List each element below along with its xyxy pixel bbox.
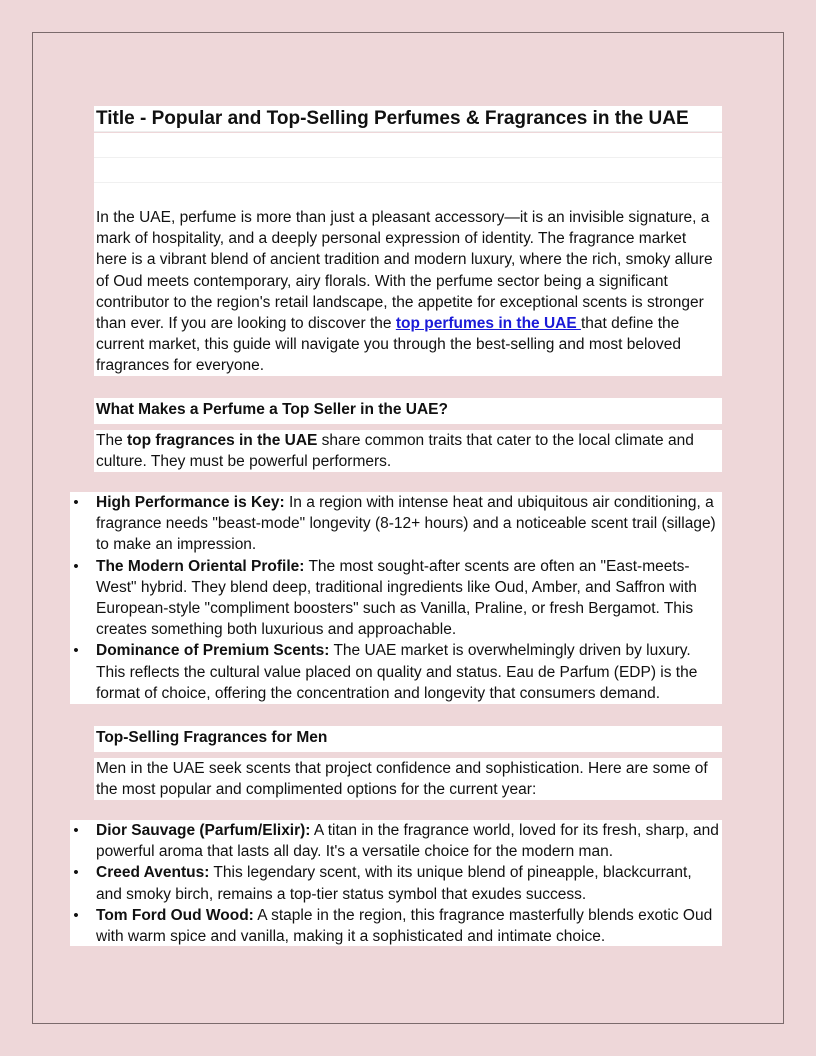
blank-line (94, 133, 722, 158)
list-item (70, 492, 722, 556)
blank-line (94, 183, 722, 208)
list-item (70, 640, 722, 704)
intro-text-end: that define the current market, this guide will navigate you through the best-selling and most beloved fragrances for everyone. (96, 315, 682, 375)
bullet-bold-label: Tom Ford Oud Wood: (96, 906, 254, 924)
bullet-text: The UAE market is overwhelmingly driven by luxury. This reflects the cultural value placed on quality and status. Eau de Parfum (EDP) is the format of choice, offering the concentration and longevity that consumers demand. (96, 642, 698, 702)
top-seller-bullet-list (70, 492, 722, 704)
section-heading-top-seller: What Makes a Perfume a Top Seller in the UAE? (94, 398, 722, 424)
bullet-bold-label: Dior Sauvage (Parfum/Elixir): (96, 822, 311, 839)
para-text: The (96, 432, 128, 449)
document-title: Title - Popular and Top-Selling Perfumes & Fragrances in the UAE (94, 106, 722, 132)
bullet-icon: • (73, 906, 79, 924)
blank-line (94, 158, 722, 183)
bullet-bold-label: High Performance is Key: (96, 494, 285, 511)
list-item (70, 556, 722, 641)
para-text: share common traits that cater to the local climate and culture. They must be powerful performers. (96, 432, 694, 471)
top-perfumes-link[interactable]: top perfumes in the UAE (395, 315, 581, 333)
bullet-text: In a region with intense heat and ubiquitous air conditioning, a fragrance needs "beast-mode" longevity (8-12+ hours) and a noticeable scent trail (sillage) to make an impression. (96, 494, 716, 554)
bullet-bold-label: Creed Aventus: (96, 864, 210, 882)
section1-paragraph (94, 430, 722, 472)
bullet-text: A titan in the fragrance world, loved for its fresh, sharp, and powerful aroma that lasts all day. It's a versatile choice for the modern man. (96, 822, 719, 861)
bullet-icon: • (73, 822, 79, 839)
section2-paragraph: Men in the UAE seek scents that project confidence and sophistication. Here are some of the most popular and complimented options for the current year: (94, 758, 722, 800)
para-bold-text: top fragrances in the UAE (127, 432, 318, 449)
list-item (70, 820, 722, 862)
men-fragrance-list (70, 820, 722, 946)
bullet-text: A staple in the region, this fragrance masterfully blends exotic Oud with warm spice and vanilla, making it a sophisticated and intimate choice. (96, 906, 713, 946)
section-heading-men: Top-Selling Fragrances for Men (94, 726, 722, 752)
bullet-bold-label: Dominance of Premium Scents: (96, 642, 330, 660)
bullet-text: The most sought-after scents are often an "East-meets-West" hybrid. They blend deep, traditional ingredients like Oud, Amber, and Saffron with European-style "compliment boosters" such as Vanilla, Praline, or fresh Bergamot. This creates something both luxurious and approachable. (96, 557, 697, 639)
bullet-text: This legendary scent, with its unique blend of pineapple, blackcurrant, and smoky birch, remains a top-tier status symbol that exudes success. (96, 864, 692, 903)
list-item (70, 862, 722, 904)
intro-paragraph (94, 206, 722, 376)
intro-text: In the UAE, perfume is more than just a pleasant accessory—it is an invisible signature, a mark of hospitality, and a deeply personal expression of identity. The fragrance market here is a vibrant blend of ancient tradition and modern luxury, where the rich, smoky allure of Oud meets contemporary, airy florals. With the perfume sector being a significant contributor to the region's retail landscape, the appetite for exceptional scents is stronger than ever. If you are looking to discover the (96, 209, 713, 333)
bullet-icon: • (73, 557, 79, 575)
bullet-icon: • (73, 864, 79, 882)
bullet-icon: • (73, 642, 79, 660)
bullet-bold-label: The Modern Oriental Profile: (96, 557, 305, 575)
list-item (70, 905, 722, 947)
bullet-icon: • (73, 494, 79, 511)
